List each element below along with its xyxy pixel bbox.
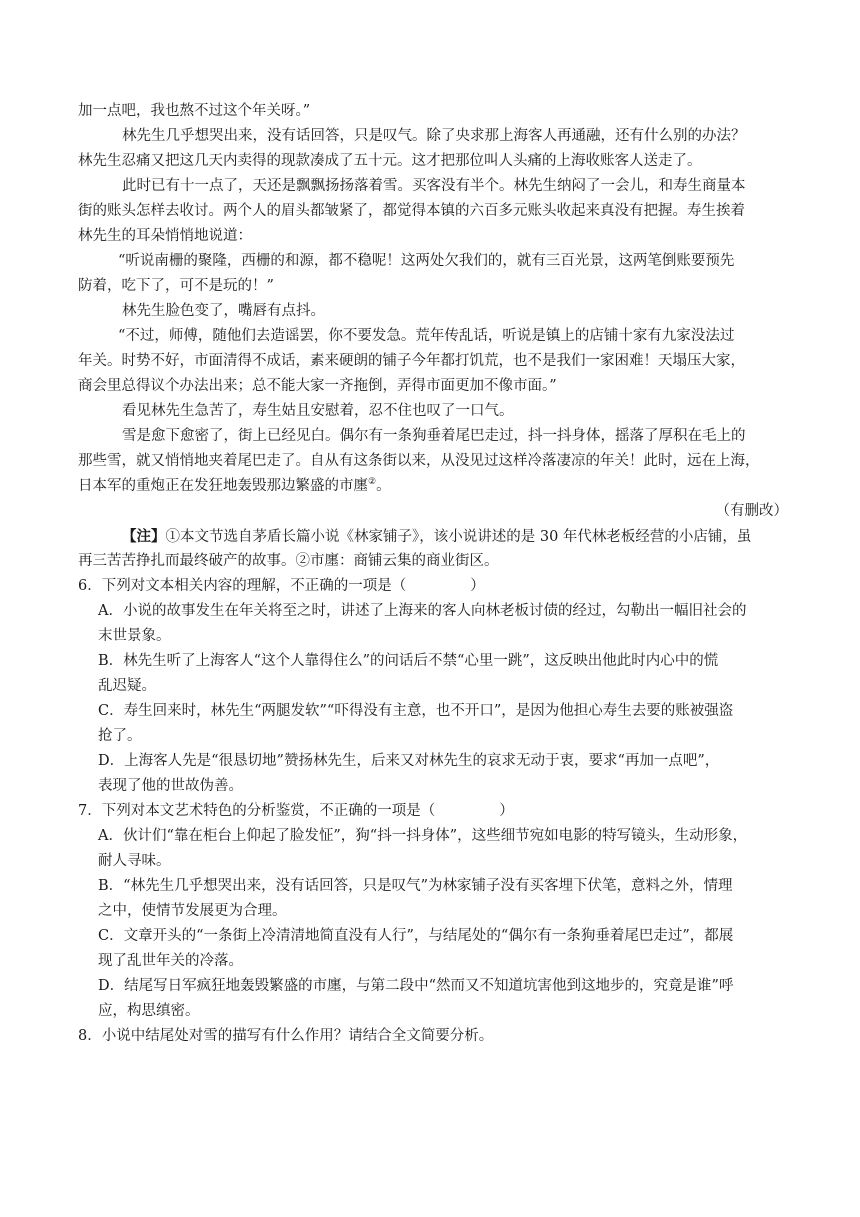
passage-line: 雪是愈下愈密了，街上已经见白。偶尔有一条狗垂着尾巴走过，抖一抖身体，摇落了厚积在毛上的 bbox=[122, 428, 746, 444]
note-text: ①本文节选自茅盾长篇小说《林家铺子》，该小说讲述的是 30 年代林老板经营的小店铺，虽 bbox=[165, 529, 752, 545]
option-b-cont: 之中，使情节发展更为合理。 bbox=[98, 903, 287, 919]
option-d-cont: 表现了他的世故伪善。 bbox=[98, 778, 243, 794]
passage-text: 日本军的重炮正在发狂地轰毁那边繁盛的市廛 bbox=[78, 478, 368, 494]
option-c: C．文章开头的“一条街上冷清清地简直没有人行”，与结尾处的“偶尔有一条狗垂着尾巴走过”，都展 bbox=[98, 928, 734, 944]
option-a-cont: 末世景象。 bbox=[98, 628, 171, 644]
option-a: A．伙计们“靠在柜台上仰起了脸发怔”，狗“抖一抖身体”，这些细节宛如电影的特写镜头，生动形象， bbox=[98, 828, 748, 844]
option-b: B．林先生听了上海客人“这个人靠得住么”的问话后不禁“心里一跳”，这反映出他此时内心中的慌 bbox=[98, 653, 719, 669]
passage-line: 那些雪，就又悄悄地夹着尾巴走了。自从有这条街以来，从没见过这样冷落凄凉的年关！此时，远在上海， bbox=[78, 453, 760, 469]
option-d: D．结尾写日军疯狂地轰毁繁盛的市廛，与第二段中“然而又不知道坑害他到这地步的，究竟是谁”呼 bbox=[98, 978, 734, 994]
passage-line: “听说南栅的聚隆，西栅的和源，都不稳呢！这两处欠我们的，就有三百光景，这两笔倒账要预先 bbox=[118, 253, 735, 269]
option-b-cont: 乱迟疑。 bbox=[98, 678, 156, 694]
passage-line: 加一点吧，我也熬不过这个年关呀。” bbox=[78, 103, 311, 119]
option-a-cont: 耐人寻味。 bbox=[98, 853, 171, 869]
option-c-cont: 抢了。 bbox=[98, 728, 142, 744]
note-line bbox=[78, 524, 798, 549]
passage-line: 林先生脸色变了，嘴唇有点抖。 bbox=[122, 303, 325, 319]
edited-note: （有删改） bbox=[715, 503, 788, 519]
note-label: 【注】 bbox=[122, 528, 166, 545]
option-c-cont: 现了乱世年关的冷落。 bbox=[98, 953, 243, 969]
option-b: B．“林先生几乎想哭出来，没有话回答，只是叹气”为林家铺子没有买客埋下伏笔，意料之外，情理 bbox=[98, 878, 733, 894]
bracket-close: ） bbox=[499, 803, 514, 819]
passage-line: 商会里总得议个办法出来；总不能大家一齐拖倒，弄得市面更加不像市面。” bbox=[78, 378, 557, 394]
passage-line: 林先生的耳朵悄悄地说道： bbox=[78, 228, 252, 244]
passage-text: 。 bbox=[376, 478, 391, 494]
bracket-close: ） bbox=[470, 578, 485, 594]
passage-line: “不过，师傅，随他们去造谣罢，你不要发急。荒年传乱话，听说是镇上的店铺十家有九家没法过 bbox=[118, 328, 735, 344]
passage-line: 此时已有十一点了，天还是飘飘扬扬落着雪。买客没有半个。林先生纳闷了一会儿，和寿生商量本 bbox=[122, 178, 746, 194]
question-text: 7．下列对本文艺术特色的分析鉴赏，不正确的一项是（ bbox=[78, 803, 436, 819]
passage-line bbox=[78, 474, 798, 499]
question-8-stem: 8．小说中结尾处对雪的描写有什么作用？请结合全文简要分析。 bbox=[78, 1028, 494, 1044]
question-6-stem bbox=[78, 574, 798, 599]
passage-line: 防着，吃下了，可不是玩的！” bbox=[78, 278, 274, 294]
passage-line: 林先生几乎想哭出来，没有话回答，只是叹气。除了央求那上海客人再通融，还有什么别的办法？ bbox=[122, 128, 746, 144]
question-7-stem bbox=[78, 799, 798, 824]
option-a: A．小说的故事发生在年关将至之时，讲述了上海来的客人向林老板讨债的经过，勾勒出一幅旧社会的 bbox=[98, 603, 747, 619]
passage-line: 年关。时势不好，市面清得不成话，素来硬朗的铺子今年都打饥荒，也不是我们一家困难！天塌压大家， bbox=[78, 353, 745, 369]
document-page bbox=[78, 99, 798, 1049]
option-c: C．寿生回来时，林先生“两腿发软”“吓得没有主意，也不开口”，是因为他担心寿生去要的账被强盗 bbox=[98, 703, 734, 719]
footnote-marker: ② bbox=[368, 477, 377, 488]
option-d: D．上海客人先是“很恳切地”赞扬林先生，后来又对林先生的哀求无动于衷，要求“再加一点吧”， bbox=[98, 753, 720, 769]
option-d-cont: 应，构思缜密。 bbox=[98, 1003, 200, 1019]
passage-line: 看见林先生急苦了，寿生姑且安慰着，忍不住也叹了一口气。 bbox=[122, 403, 514, 419]
passage-line: 街的账头怎样去收讨。两个人的眉头都皱紧了，都觉得本镇的六百多元账头收起来真没有把握。寿生挨着 bbox=[78, 203, 745, 219]
passage-line: 林先生忍痛又把这几天内卖得的现款凑成了五十元。这才把那位叫人头痛的上海收账客人送走了。 bbox=[78, 153, 702, 169]
question-text: 6．下列对文本相关内容的理解，不正确的一项是（ bbox=[78, 578, 407, 594]
note-line: 再三苦苦挣扎而最终破产的故事。②市廛：商铺云集的商业街区。 bbox=[78, 553, 499, 569]
